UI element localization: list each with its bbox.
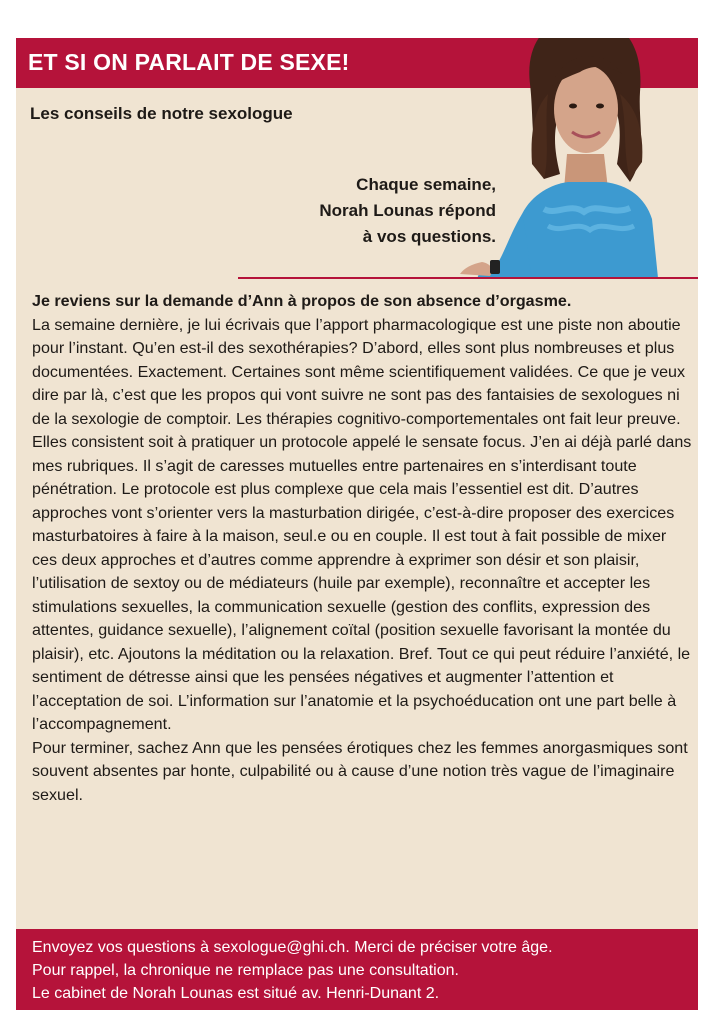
intro-line: à vos questions. — [362, 227, 496, 246]
footer-line: Envoyez vos questions à sexologue@ghi.ch. Merci de préciser votre âge. — [32, 939, 553, 956]
footer-line: Pour rappel, la chronique ne remplace pas une consultation. — [32, 962, 459, 979]
column-title: ET SI ON PARLAIT DE SEXE! — [28, 49, 350, 75]
column-subtitle: Les conseils de notre sexologue — [30, 104, 293, 123]
column-card — [16, 38, 698, 1010]
article-body — [32, 290, 692, 807]
footer-text — [32, 936, 553, 1005]
article-paragraph: Pour terminer, sachez Ann que les pensées érotiques chez les femmes anorgasmiques sont souvent absentes par honte, culpabilité ou à cause d’une notion très vague de l’imaginaire sexuel. — [32, 738, 688, 804]
intro-line: Chaque semaine, — [356, 175, 496, 194]
article-paragraph: La semaine dernière, je lui écrivais que l’apport pharmacologique est une piste non aboutie pour l’instant. Qu’en est-il des sexothérapies? D’abord, elles sont plus nombreuses et plus documentées. Exactement. Certaines sont même scientifiquement validées. Ce que je veux dire par là, c’est que les propos qui vont suivre ne sont pas des fantaisies de sexologues ni de la sexologie de comptoir. Les thérapies cognitivo-comportementales ont fait leur preuve. Elles consistent soit à pratiquer un protocole appelé le sensate focus. J’en ai déjà parlé dans mes rubriques. Il s’agit de caresses mutuelles entre partenaires en s’interdisant toute pénétration. Le protocole est plus complexe que cela mais l’essentiel est dit. D’autres approches vont s’orienter vers la masturbation dirigée, c’est-à-dire proposer des exercices masturbatoires à faire à la maison, seul.e ou en couple. Il est tout à fait possible de mixer ces deux approches et d’autres comme apprendre à exprimer son désir et son plaisir, l’utilisation de sextoy ou de médiateurs (huile par exemple), reconnaître et accepter les stimulations sexuelles, la communication sexuelle (gestion des conflits, expression des attentes, guidance sexuelle), l’alignement coïtal (position sexuelle favorisant la montée du plaisir), etc. Ajoutons la méditation ou la relaxation. Bref. Tout ce qui peut réduire l’anxiété, le sentiment de détresse ainsi que les pensées négatives et augmenter l’attention et l’acceptation de soi. L’information sur l’anatomie et la psychoéducation ont une part belle à l’accompagnement. — [32, 315, 692, 733]
footer-banner — [16, 929, 698, 1010]
divider-rule — [238, 277, 698, 279]
article-lead: Je reviens sur la demande d’Ann à propos de son absence d’orgasme. — [32, 292, 572, 310]
portrait-photo-icon — [452, 38, 698, 278]
footer-line: Le cabinet de Norah Lounas est situé av. Henri-Dunant 2. — [32, 985, 440, 1002]
intro-line: Norah Lounas répond — [319, 201, 496, 220]
